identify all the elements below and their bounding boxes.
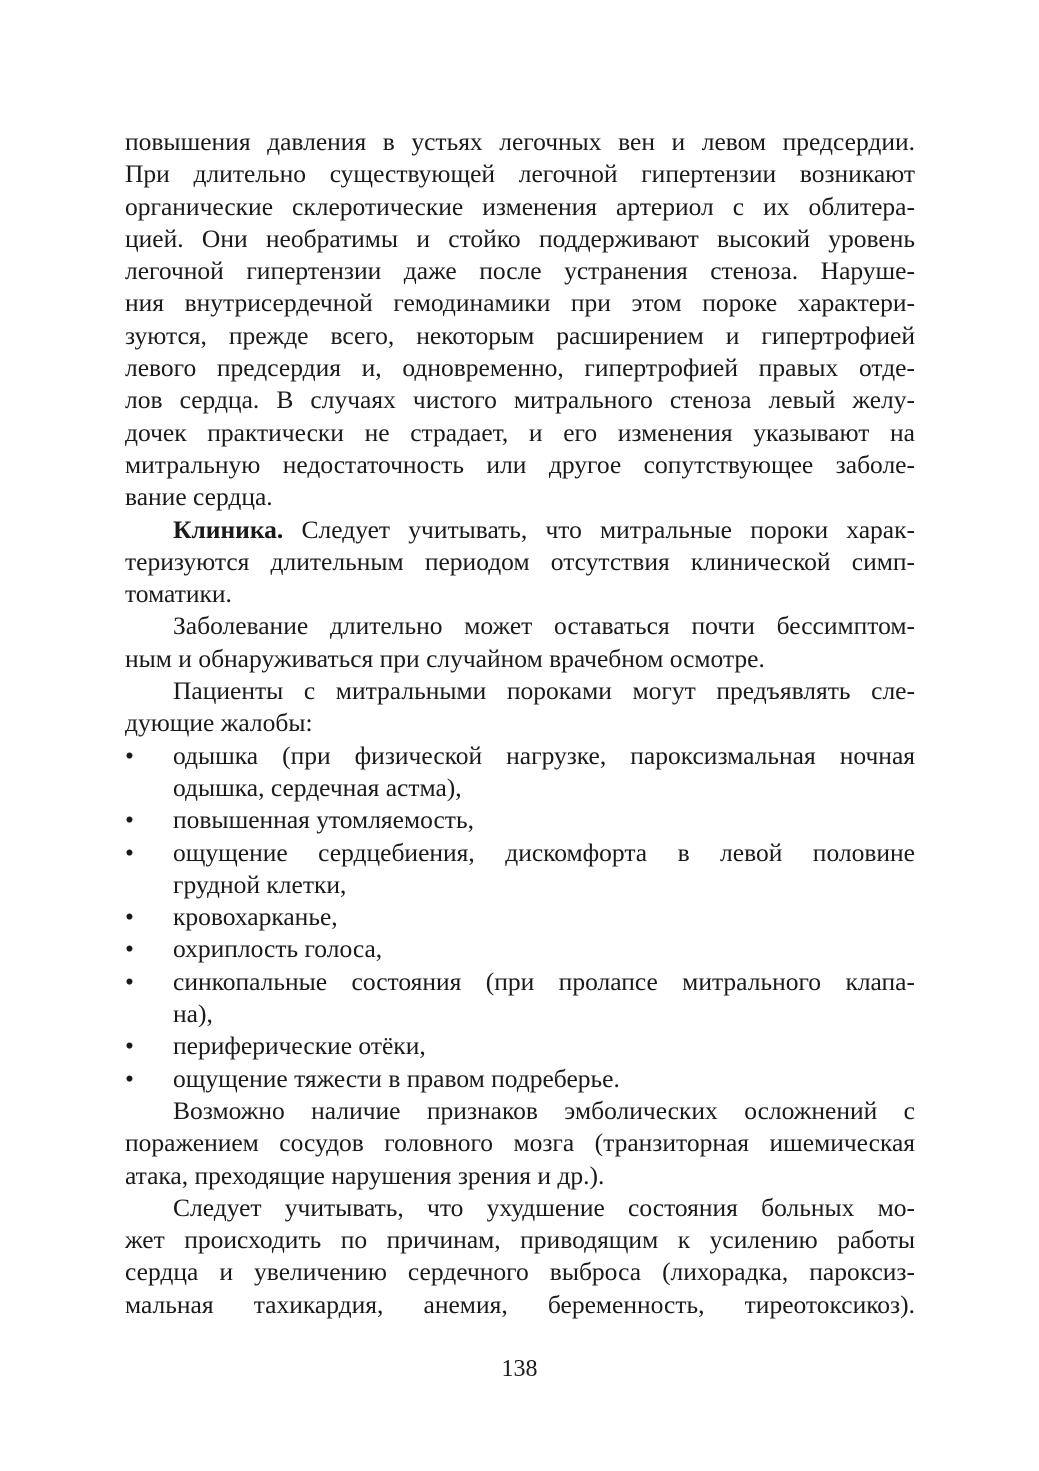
text-fragment: синкопальные состояния (при пролапсе митрального клапа- (173, 966, 915, 996)
text-line: Возможно наличие признаков эмболических осложнений с (173, 1095, 915, 1125)
text-line: жет происходить по причинам, приводящим к усилению работы (125, 1225, 915, 1255)
list-item (125, 966, 915, 1031)
text-line: левого предсердия и, одновременно, гипертрофией правых отде- (125, 353, 915, 383)
text-line (125, 514, 915, 546)
text-line: Пациенты с митральными пороками могут предъявлять сле- (173, 676, 915, 706)
section-heading-clinic: Клиника. (173, 514, 284, 544)
page-body (125, 126, 915, 1321)
bullet-marker: • (125, 902, 134, 932)
list-item (125, 1063, 915, 1095)
text-fragment: повышенная утомляемость, (173, 805, 474, 835)
list-item (125, 804, 915, 836)
text-line: Следует учитывать, что ухудшение состояния больных мо- (173, 1192, 915, 1222)
paragraph-embolic (125, 1095, 915, 1192)
bullet-marker: • (125, 1031, 134, 1061)
text-line (125, 740, 915, 772)
text-line: атака, преходящие нарушения зрения и др.). (125, 1160, 605, 1190)
text-line: Заболевание длительно может оставаться почти бессимптом- (173, 611, 915, 641)
text-line (125, 804, 915, 836)
page-number: 138 (501, 1356, 538, 1382)
complaints-list (125, 740, 915, 1095)
text-line: дочек практически не страдает, и его изменения указывают на (125, 417, 915, 447)
text-line: лов сердца. В случаях чистого митрального стеноза левый желу- (125, 385, 915, 415)
paragraph-hemodynamics (125, 126, 915, 514)
text-line: сердца и увеличению сердечного выброса (лихорадка, пароксиз- (125, 1257, 915, 1287)
text-line (125, 837, 915, 869)
list-item (125, 901, 915, 933)
text-line: При длительно существующей легочной гипертензии возникают (125, 159, 915, 189)
text-line: на), (173, 999, 213, 1029)
bullet-marker: • (125, 805, 134, 835)
text-line (125, 1063, 915, 1095)
text-fragment: ощущение тяжести в правом подреберье. (173, 1063, 620, 1093)
list-item (125, 1030, 915, 1062)
bullet-marker: • (125, 966, 134, 996)
text-line: ным и обнаруживаться при случайном врачебном осмотре. (125, 643, 765, 673)
text-line: зуются, прежде всего, некоторым расширением и гипертрофией (125, 320, 915, 350)
text-line: теризуются длительным периодом отсутствия клинической симп- (125, 546, 915, 576)
text-line: повышения давления в устьях легочных вен и левом предсердии. (125, 127, 915, 156)
list-item (125, 740, 915, 805)
list-item (125, 933, 915, 965)
text-line (125, 933, 915, 965)
text-line: томатики. (125, 579, 232, 609)
text-fragment: Следует учитывать, что митральные пороки харак- (283, 514, 915, 544)
text-line: одышка, сердечная астма), (173, 772, 462, 802)
text-line: цией. Они необратимы и стойко поддерживают высокий уровень (125, 223, 915, 253)
bullet-marker: • (125, 837, 134, 867)
text-line (125, 901, 915, 933)
text-fragment: одышка (при физической нагрузке, пароксизмальная ночная (173, 740, 915, 770)
paragraph-complaints-intro (125, 675, 915, 740)
text-line: вание сердца. (125, 482, 273, 512)
text-fragment: периферические отёки, (173, 1031, 426, 1061)
text-line: органические склеротические изменения артериол с их облитера- (125, 191, 915, 221)
paragraph-asymptomatic (125, 610, 915, 675)
text-line: мальная тахикардия, анемия, беременность, тиреотоксикоз). (125, 1289, 915, 1319)
bullet-marker: • (125, 934, 134, 964)
text-line: поражением сосудов головного мозга (транзиторная ишемическая (125, 1128, 915, 1158)
text-line: грудной клетки, (173, 869, 347, 899)
text-line (125, 1030, 915, 1062)
text-line: легочной гипертензии даже после устранения стеноза. Наруше- (125, 256, 915, 286)
bullet-marker: • (125, 1063, 134, 1093)
paragraph-worsening (125, 1192, 915, 1321)
text-fragment: ощущение сердцебиения, дискомфорта в левой половине (173, 837, 915, 867)
text-line: митральную недостаточность или другое сопутствующее заболе- (125, 449, 915, 479)
text-line (125, 966, 915, 998)
text-line: ния внутрисердечной гемодинамики при этом пороке характери- (125, 288, 915, 318)
text-fragment: охриплость голоса, (173, 934, 383, 964)
bullet-marker: • (125, 740, 134, 770)
text-fragment: кровохарканье, (173, 902, 338, 932)
list-item (125, 837, 915, 902)
paragraph-clinic (125, 514, 915, 611)
text-line: дующие жалобы: (125, 708, 313, 738)
